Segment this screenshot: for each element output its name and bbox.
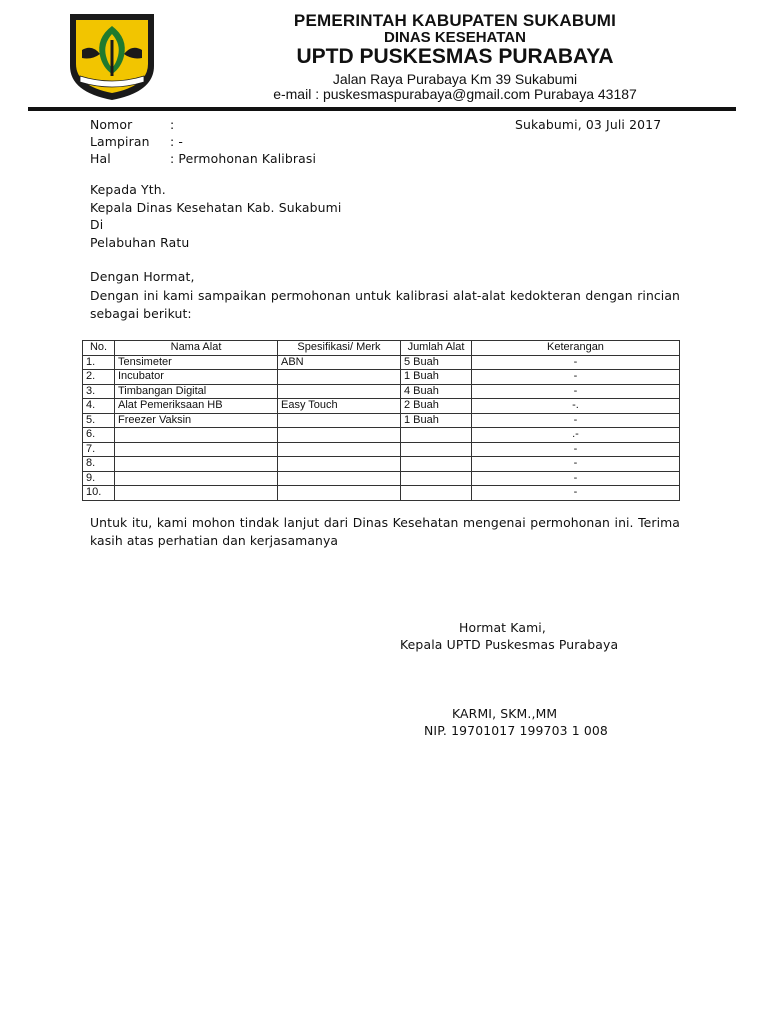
cell-no: 1.	[83, 355, 115, 370]
cell-spesifikasi	[278, 471, 401, 486]
cell-keterangan: -	[472, 413, 680, 428]
cell-spesifikasi	[278, 428, 401, 443]
cell-keterangan: -	[472, 471, 680, 486]
recipient-city: Pelabuhan Ratu	[90, 235, 190, 250]
cell-nama-alat	[115, 428, 278, 443]
cell-no: 7.	[83, 442, 115, 457]
closing-paragraph: Untuk itu, kami mohon tindak lanjut dari Dinas Kesehatan mengenai permohonan ini. Terima kasih atas perhatian dan kerjasamanya	[90, 515, 680, 548]
cell-no: 3.	[83, 384, 115, 399]
table-row	[83, 413, 680, 428]
cell-no: 6.	[83, 428, 115, 443]
recipient-di: Di	[90, 217, 104, 232]
cell-nama-alat	[115, 442, 278, 457]
cell-nama-alat: Timbangan Digital	[115, 384, 278, 399]
header-nama-alat: Nama Alat	[115, 341, 278, 356]
kabupaten-sukabumi-logo	[66, 10, 158, 102]
table-body	[83, 355, 680, 500]
header-no: No.	[83, 341, 115, 356]
hal-value: : Permohonan Kalibrasi	[170, 151, 317, 166]
table-row	[83, 399, 680, 414]
cell-spesifikasi	[278, 457, 401, 472]
letterhead-address: Jalan Raya Purabaya Km 39 Sukabumi	[332, 71, 578, 87]
signature-regards: Hormat Kami,	[459, 620, 546, 635]
letterhead-contact: e-mail : puskesmaspurabaya@gmail.com Purabaya 43187	[273, 86, 637, 102]
signatory-name: KARMI, SKM.,MM	[452, 706, 558, 721]
intro-paragraph: Dengan ini kami sampaikan permohonan untuk kalibrasi alat-alat kedokteran dengan rincian sebagai berikut:	[90, 288, 680, 321]
nomor-value: :	[170, 117, 175, 132]
cell-spesifikasi	[278, 384, 401, 399]
cell-nama-alat	[115, 486, 278, 501]
letterhead-government: PEMERINTAH KABUPATEN SUKABUMI	[293, 11, 617, 30]
letterhead-institution: UPTD PUSKESMAS PURABAYA	[296, 45, 614, 68]
table-row	[83, 457, 680, 472]
table-row	[83, 370, 680, 385]
cell-jumlah: 4 Buah	[401, 384, 472, 399]
table-row	[83, 428, 680, 443]
header-jumlah: Jumlah Alat	[401, 341, 472, 356]
cell-spesifikasi	[278, 413, 401, 428]
cell-keterangan: .-	[472, 428, 680, 443]
cell-nama-alat: Alat Pemeriksaan HB	[115, 399, 278, 414]
signatory-nip: NIP. 19701017 199703 1 008	[424, 723, 608, 738]
cell-no: 8.	[83, 457, 115, 472]
cell-no: 4.	[83, 399, 115, 414]
cell-jumlah	[401, 471, 472, 486]
cell-keterangan: -	[472, 370, 680, 385]
table-row	[83, 471, 680, 486]
calibration-table	[82, 340, 680, 501]
cell-no: 9.	[83, 471, 115, 486]
lampiran-value: : -	[170, 134, 184, 149]
cell-nama-alat	[115, 471, 278, 486]
cell-keterangan: -	[472, 457, 680, 472]
cell-jumlah: 1 Buah	[401, 370, 472, 385]
cell-no: 2.	[83, 370, 115, 385]
cell-spesifikasi	[278, 442, 401, 457]
table-header-row	[83, 341, 680, 356]
cell-jumlah: 2 Buah	[401, 399, 472, 414]
cell-spesifikasi: ABN	[278, 355, 401, 370]
cell-nama-alat	[115, 457, 278, 472]
cell-spesifikasi	[278, 370, 401, 385]
cell-nama-alat: Freezer Vaksin	[115, 413, 278, 428]
cell-jumlah: 5 Buah	[401, 355, 472, 370]
cell-jumlah: 1 Buah	[401, 413, 472, 428]
recipient-name: Kepala Dinas Kesehatan Kab. Sukabumi	[90, 200, 342, 215]
nomor-label: Nomor	[90, 117, 133, 132]
cell-jumlah	[401, 428, 472, 443]
table-row	[83, 486, 680, 501]
letterhead-divider	[28, 107, 736, 111]
place-date: Sukabumi, 03 Juli 2017	[515, 117, 662, 132]
salutation: Dengan Hormat,	[90, 269, 195, 284]
cell-keterangan: -	[472, 384, 680, 399]
cell-spesifikasi: Easy Touch	[278, 399, 401, 414]
cell-nama-alat: Incubator	[115, 370, 278, 385]
cell-jumlah	[401, 457, 472, 472]
cell-keterangan: -.	[472, 399, 680, 414]
cell-jumlah	[401, 486, 472, 501]
header-spesifikasi: Spesifikasi/ Merk	[278, 341, 401, 356]
cell-keterangan: -	[472, 486, 680, 501]
cell-no: 10.	[83, 486, 115, 501]
lampiran-label: Lampiran	[90, 134, 150, 149]
signature-position: Kepala UPTD Puskesmas Purabaya	[400, 637, 619, 652]
cell-jumlah	[401, 442, 472, 457]
header-keterangan: Keterangan	[472, 341, 680, 356]
cell-keterangan: -	[472, 355, 680, 370]
cell-no: 5.	[83, 413, 115, 428]
cell-keterangan: -	[472, 442, 680, 457]
recipient-greeting: Kepada Yth.	[90, 182, 166, 197]
cell-nama-alat: Tensimeter	[115, 355, 278, 370]
cell-spesifikasi	[278, 486, 401, 501]
table-row	[83, 355, 680, 370]
hal-label: Hal	[90, 151, 111, 166]
letterhead-department: DINAS KESEHATAN	[384, 29, 526, 46]
table-row	[83, 384, 680, 399]
table-row	[83, 442, 680, 457]
